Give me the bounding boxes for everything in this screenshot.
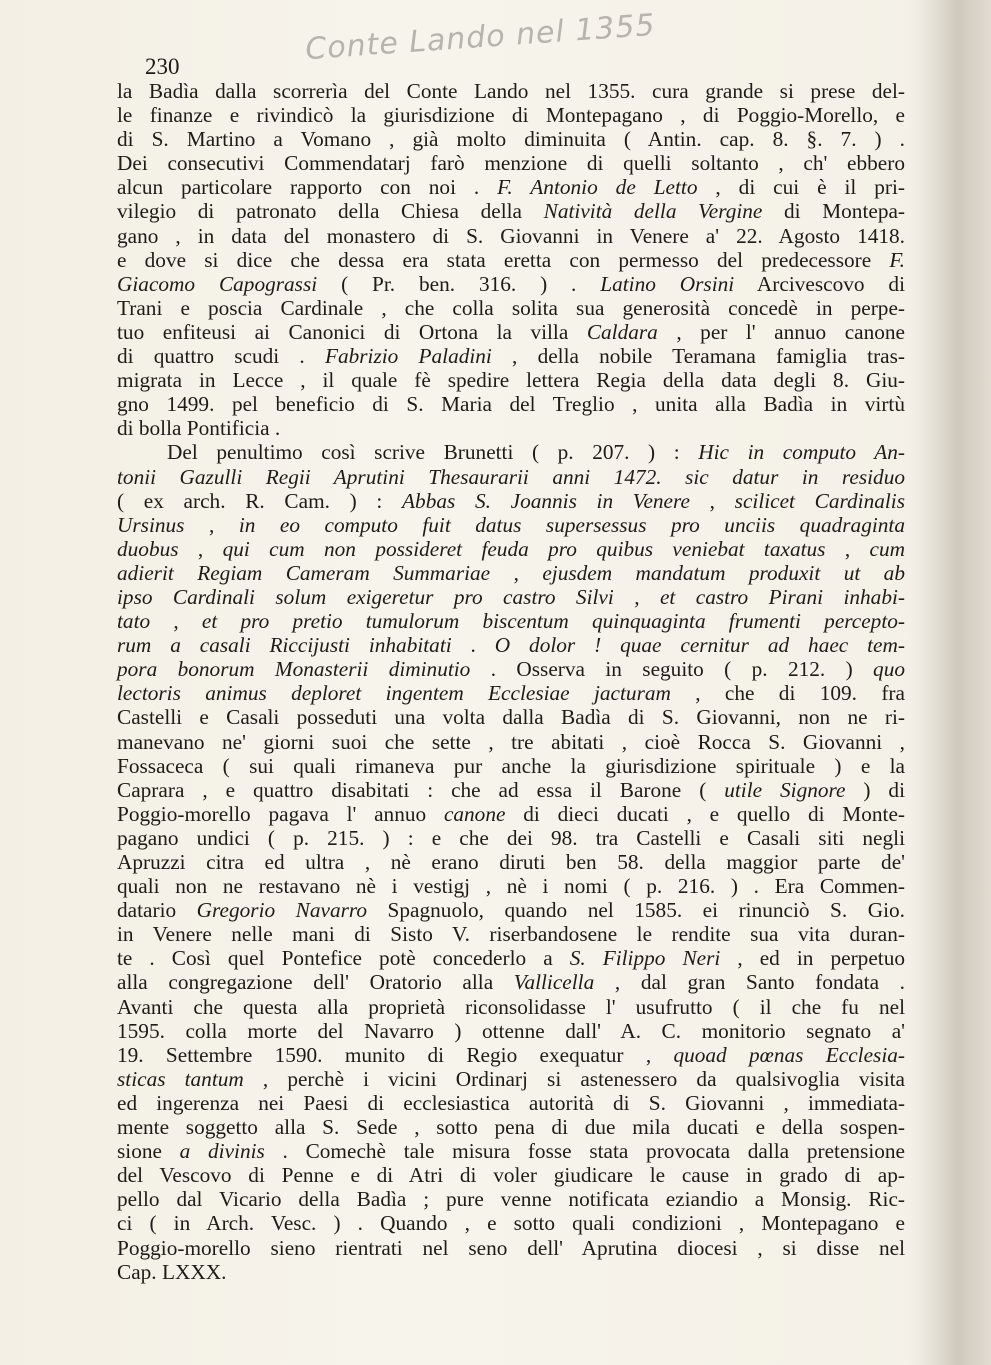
text-segment: migrata in Lecce , il quale fè spedire lettera Regia della data degli 8. Giu- [117,368,905,393]
text-segment: alla congregazione dell' Oratorio alla [117,970,514,995]
text-line [117,224,905,248]
text-line [117,465,905,489]
italic-text: pora bonorum Monasterii diminutio [117,657,471,682]
italic-text: F. [889,247,905,272]
paragraph [117,440,905,1283]
text-line [117,561,905,585]
text-segment: ) di [845,777,905,802]
text-line [117,368,905,392]
paragraph [117,79,905,440]
text-line [117,850,905,874]
text-line [117,1163,905,1187]
text-segment: , perchè i vicini Ordinarj si astenessero da qualsivoglia visita [243,1066,905,1091]
text-segment: , [689,488,735,513]
text-segment: , [490,560,543,585]
text-line [117,1019,905,1043]
italic-text: rum a casali Riccijusti inhabitati [117,633,452,658]
italic-text: Hic in computo An- [698,440,906,465]
text-segment: Poggio-morello sieno rientrati nel seno dell' Aprutina diocesi , si disse nel [117,1235,905,1260]
text-line [117,320,905,344]
text-segment: Fossaceca ( sui quali rimaneva pur anche la giurisdizione spirituale ) e la [117,753,905,778]
text-line [117,754,905,778]
text-line [117,151,905,175]
italic-text: Abbas S. Joannis in Venere [402,488,690,513]
text-line [117,585,905,609]
italic-text: quo [873,657,905,682]
text-segment: Arcivescovo di [734,271,905,296]
italic-text: Latino Orsini [600,271,735,296]
text-line [117,79,905,103]
text-segment: , di cui è il pri- [697,175,905,200]
text-line [117,440,905,464]
text-segment: di dieci ducati , e quello di Monte- [505,801,905,826]
text-segment: di quattro scudi . [117,344,325,369]
text-line [117,1260,905,1284]
italic-text: lectoris animus deploret ingentem Ecclesiae jacturam [117,681,671,706]
italic-text: Natività della Vergine [543,199,763,224]
text-line [117,1043,905,1067]
italic-text: Fabrizio Paladini [324,344,492,369]
text-segment: ed ingerenza nei Paesi di ecclesiastica autorità di S. Giovanni , immediata- [117,1090,905,1115]
text-segment: la Badìa dalla scorrerìa del Conte Lando nel 1355. cura grande si prese del- [117,79,905,103]
text-segment: 19. Settembre 1590. munito di Regio exequatur , [117,1042,674,1067]
italic-text: ejusdem mandatum produxit ut ab [542,560,905,585]
text-line [117,802,905,826]
text-line [117,1187,905,1211]
text-line [117,344,905,368]
text-segment: del Vescovo di Penne e di Atri di voler giudicare le cause in grado di ap- [117,1163,905,1188]
italic-text: sticas tantum [117,1066,244,1091]
text-segment: Dei consecutivi Commendatarj farò menzione di quelli soltanto , ch' ebbero [117,151,905,176]
italic-text: Caldara [586,319,658,344]
text-segment: quali non ne restavano nè i vestigj , nè i nomi ( p. 216. ) . Era Commen- [117,874,905,899]
body-text [117,79,905,1284]
text-line [117,1211,905,1235]
text-segment: . Osserva in seguito ( p. 212. ) [470,657,874,682]
text-segment: pagano undici ( p. 215. ) : e che dei 98. tra Castelli e Casali siti negli [117,825,905,850]
italic-text: adierit Regiam Cameram Summariae [117,560,491,585]
text-line [117,248,905,272]
italic-text: Giacomo Capograssi [117,271,318,296]
text-segment: mente soggetto alla S. Sede , sotto pena di due mila ducati e della sospen- [117,1115,905,1140]
text-line [117,1115,905,1139]
text-line [117,970,905,994]
text-line [117,1091,905,1115]
text-line [117,199,905,223]
text-line [117,681,905,705]
italic-text: quoad pœnas Ecclesia- [673,1042,905,1067]
text-segment: , [150,609,202,634]
text-line [117,537,905,561]
italic-text: canone [443,801,506,826]
text-segment: datario [117,898,197,923]
page-edge-shadow [909,0,991,1365]
text-segment: , [178,536,223,561]
text-line [117,946,905,970]
text-segment: gno 1499. pel beneficio di S. Maria del Treglio , unita alla Badìa in virtù [117,392,905,417]
italic-text: ipso Cardinali solum exigeretur pro castro Silvi [117,584,614,609]
text-segment: , che di 109. fra [670,681,905,706]
text-segment: Trani e poscia Cardinale , che colla solita sua generosità concedè in perpe- [117,295,905,320]
text-segment: ci ( in Arch. Vesc. ) . Quando , e sotto quali condizioni , Montepagano e [117,1211,905,1236]
text-line [117,489,905,513]
handwritten-annotation: Conte Lando nel 1355 [304,7,657,68]
text-segment: . [451,633,495,658]
text-segment: manevano ne' giorni suoi che sette , tre abitati , cioè Rocca S. Giovanni , [117,729,905,754]
italic-text: in eo computo fuit datus supersessus pro unciis quadraginta [238,512,905,537]
text-segment: tuo enfiteusi ai Canonici di Ortona la villa [117,319,587,344]
text-segment: , della nobile Teramana famiglia tras- [491,344,906,369]
italic-text: S. Filippo Neri [569,946,721,971]
text-line [117,609,905,633]
italic-text: et pro pretio tumulorum biscentum quinquaginta frumenti percepto- [201,609,905,634]
text-segment: Castelli e Casali posseduti una volta dalla Badìa di S. Giovanni, non ne ri- [117,705,905,730]
text-line [117,730,905,754]
text-segment: . Comechè tale misura fosse stata provocata dalla pretensione [264,1139,905,1164]
text-segment: le finanze e rivindicò la giurisdizione di Montepagano , di Poggio-Morello, e [117,103,905,128]
italic-text: et castro Pirani inhabi- [659,584,905,609]
page-number: 230 [145,54,180,79]
text-line [117,995,905,1019]
text-segment: alcun particolare rapporto con noi . [117,175,498,200]
text-line [117,416,905,440]
text-segment: Apruzzi citra ed ultra , nè erano diruti ben 58. della maggior parte de' [117,850,905,874]
text-line [117,103,905,127]
text-segment: in Venere nelle mani di Sisto V. riserbandosene le rendite sua vita duran- [117,922,905,947]
text-line [117,127,905,151]
italic-text: qui cum non possideret feuda pro quibus veniebat taxatus [222,536,826,561]
text-segment: , [825,536,870,561]
text-line [117,1236,905,1260]
text-segment: , [613,584,660,609]
text-segment: , dal gran Santo fondata . [594,970,905,995]
text-line [117,874,905,898]
text-line [117,296,905,320]
text-segment: sione [117,1139,180,1164]
italic-text: F. Antonio de Letto [497,175,698,200]
text-segment: di S. Martino a Vomano , già molto diminuita ( Antin. cap. 8. §. 7. ) . [117,127,905,152]
italic-text: Gregorio Navarro [196,898,368,923]
text-segment: , [184,512,239,537]
italic-text: tonii Gazulli Regii Aprutini Thesaurarii anni 1472. sic datur in residuo [117,464,905,489]
text-line [117,633,905,657]
italic-text: O dolor ! quae cernitur ad haec tem- [494,633,905,658]
text-line [117,705,905,729]
text-segment: pello dal Vicario della Badìa ; pure venne notificata eziandio a Monsig. Ric- [117,1187,905,1212]
text-line [117,392,905,416]
text-line [117,513,905,537]
text-segment: di Montepa- [762,199,906,224]
text-segment: , per l' annuo canone [657,319,905,344]
text-segment: ( ex arch. R. Cam. ) : [117,488,403,513]
italic-text: Vallicella [513,970,595,995]
text-line [117,272,905,296]
italic-text: scilicet Cardinalis [734,488,905,513]
text-segment: Cap. LXXX. [117,1259,227,1284]
text-line [117,657,905,681]
italic-text: Ursinus [117,512,185,537]
text-line [117,898,905,922]
italic-text: tato [117,609,151,634]
text-line [117,922,905,946]
text-segment: gano , in data del monastero di S. Giovanni in Venere a' 22. Agosto 1418. [117,223,905,248]
text-line [117,175,905,199]
text-segment: e dove si dice che dessa era stata eretta con permesso del predecessore [117,247,890,272]
text-segment: Spagnuolo, quando nel 1585. ei rinunciò S. Gio. [367,898,906,923]
text-line [117,1067,905,1091]
italic-text: duobus [117,536,179,561]
text-segment: Del penultimo così scrive Brunetti ( p. 207. ) : [167,440,699,465]
text-segment: , ed in perpetuo [720,946,905,971]
italic-text: a divinis [179,1139,265,1164]
italic-text: utile Signore [724,777,846,802]
text-segment: vilegio di patronato della Chiesa della [117,199,544,224]
text-segment: Poggio-morello pagava l' annuo [117,801,444,826]
italic-text: cum [869,536,905,561]
text-segment: Caprara , e quattro disabitati : che ad essa il Barone ( [117,777,725,802]
text-line [117,778,905,802]
text-segment: Avanti che questa alla proprietà riconsolidasse l' usufrutto ( il che fu nel [117,994,905,1019]
text-segment: di bolla Pontificia . [117,416,281,441]
text-segment: ( Pr. ben. 316. ) . [317,271,601,296]
text-line [117,826,905,850]
text-segment: te . Così quel Pontefice potè concederlo a [117,946,570,971]
text-line [117,1139,905,1163]
text-segment: 1595. colla morte del Navarro ) ottenne dall' A. C. monitorio segnato a' [117,1018,905,1043]
